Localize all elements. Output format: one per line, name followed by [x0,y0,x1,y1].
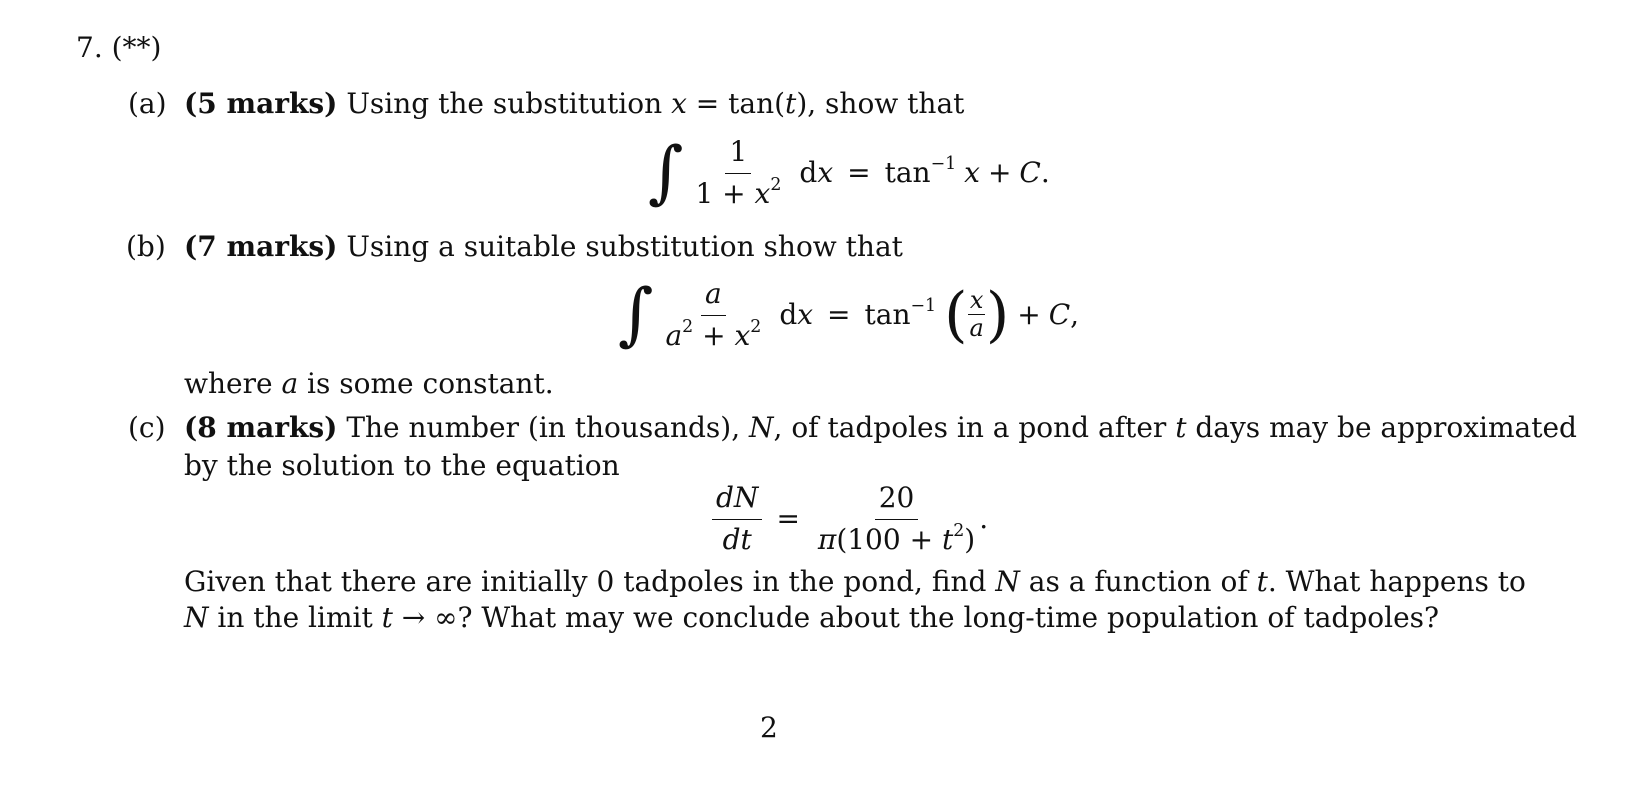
page-number: 2 [760,711,778,744]
part-a-equation: ∫ $\frac{1}{1 + x^2}$ dx = $\tan^{-1}$ x + C . [648,132,1050,212]
problem-number: 7. [76,31,103,64]
part-b-marks: (7 marks) [184,230,338,263]
part-b-prompt: (7 marks) Using a suitable substitution show that [184,230,903,263]
part-c-lhs-fraction: $\frac{dN}{dt}$ [712,480,762,557]
part-b-arg-fraction: $\frac{x}{a}$ [969,285,984,342]
part-a-label: (a) [128,87,167,120]
part-c-marks: (8 marks) [184,411,338,444]
part-c-line-1: (8 marks) The number (in thousands), N, of tadpoles in a pond after t days may be approximated [184,411,1577,444]
part-b-equation: ∫ $\frac{a}{a^2 + x^2}$ dx = $\tan^{-1}$ ( $\frac{x}{a}$ ) + C , [618,274,1080,354]
part-a-prompt: (5 marks) Using the substitution x = tan(t), show that [184,87,965,120]
part-c-line-3: Given that there are initially 0 tadpoles in the pond, find N as a function of t. What happens to [184,565,1526,598]
part-a-marks: (5 marks) [184,87,338,120]
part-a-fraction: $\frac{1}{1 + x^2}$ [695,135,782,210]
part-c-equation: $\frac{dN}{dt}$ = $\frac{20}{\pi(100 + t^2)}$ . [712,480,988,557]
part-c-line-2: by the solution to the equation [184,449,620,482]
part-c-line-4: N in the limit t → ∞? What may we conclude about the long-time population of tadpoles? [184,601,1440,634]
part-c-rhs-fraction: $\frac{20}{\pi(100 + t^2)}$ [817,481,976,556]
part-b-fraction: $\frac{a}{a^2 + x^2}$ [665,277,762,352]
part-b-label: (b) [126,230,166,263]
problem-heading [76,30,161,65]
part-c-label: (c) [128,411,166,444]
difficulty-marker: (**) [111,31,162,64]
part-b-note: where a is some constant. [184,367,554,400]
